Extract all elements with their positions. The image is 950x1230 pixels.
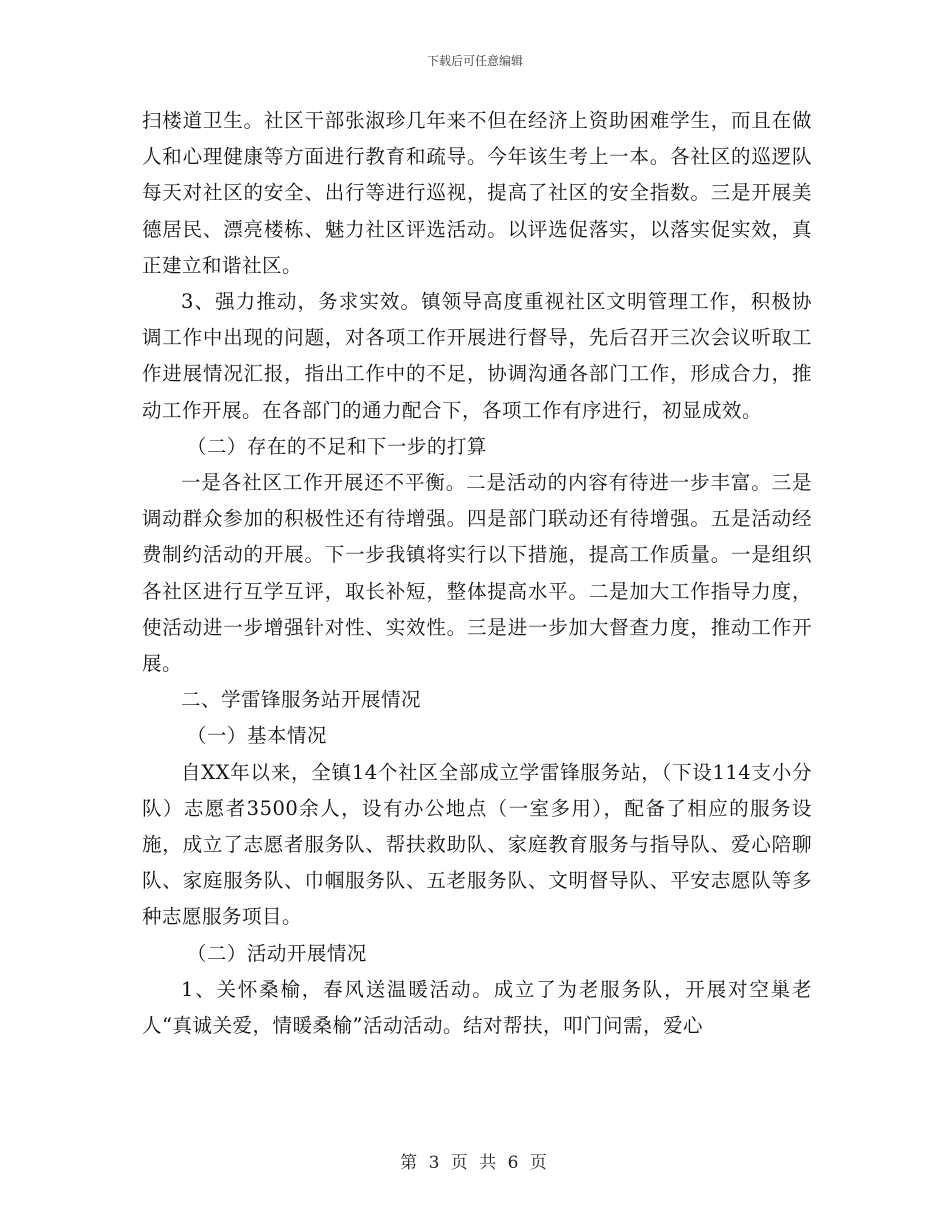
paragraph-item-3: 3、强力推动，务求实效。镇领导高度重视社区文明管理工作，积极协调工作中出现的问题，对各项工作开展进行督导，先后召开三次会议听取工作进展情况汇报，指出工作中的不足，协调沟通各部门工作，形成合力，推动工作开展。在各部门的通力配合下，各项工作有序进行，初显成效。 bbox=[142, 290, 812, 422]
page-header: 下载后可任意编辑 bbox=[426, 54, 523, 68]
document-body bbox=[142, 103, 812, 1044]
paragraph-continuation: 扫楼道卫生。社区干部张淑珍几年来不但在经济上资助困难学生，而且在做人和心理健康等方面进行教育和疏导。今年该生考上一本。各社区的巡逻队每天对社区的安全、出行等进行巡视，提高了社区的安全指数。三是开展美德居民、漂亮楼栋、魅力社区评选活动。以评选促落实，以落实促实效，真正建立和谐社区。 bbox=[142, 109, 812, 277]
paragraph-activity-1: 1、关怀桑榆，春风送温暖活动。成立了为老服务队，开展对空巢老人“真诚关爱，情暖桑榆”活动活动。结对帮扶，叩门问需，爱心 bbox=[142, 977, 812, 1038]
subheading-activities: （二）活动开展情况 bbox=[186, 941, 367, 965]
subheading-basic-info: （一）基本情况 bbox=[186, 724, 327, 748]
paragraph-basic-info: 自XX年以来，全镇14个社区全部成立学雷锋服务站，（下设114支小分队）志愿者3500余人，设有办公地点（一室多用），配备了相应的服务设施，成立了志愿者服务队、帮扶救助队、家庭教育服务与指导队、爱心陪聊队、家庭服务队、巾帼服务队、五老服务队、文明督导队、平安志愿队等多种志愿服务项目。 bbox=[142, 760, 812, 929]
heading-section-2: 二、学雷锋服务站开展情况 bbox=[181, 688, 422, 712]
page-number: 第 3 页 共 6 页 bbox=[400, 1153, 550, 1173]
subheading-shortcomings: （二）存在的不足和下一步的打算 bbox=[186, 434, 487, 458]
paragraph-shortcomings: 一是各社区工作开展还不平衡。二是活动的内容有待进一步丰富。三是调动群众参加的积极性还有待增强。四是部门联动还有待增强。五是活动经费制约活动的开展。下一步我镇将实行以下措施，提高工作质量。一是组织各社区进行互学互评，取长补短，整体提高水平。二是加大工作指导力度，使活动进一步增强针对性、实效性。三是进一步加大督查力度，推动工作开展。 bbox=[142, 471, 812, 676]
